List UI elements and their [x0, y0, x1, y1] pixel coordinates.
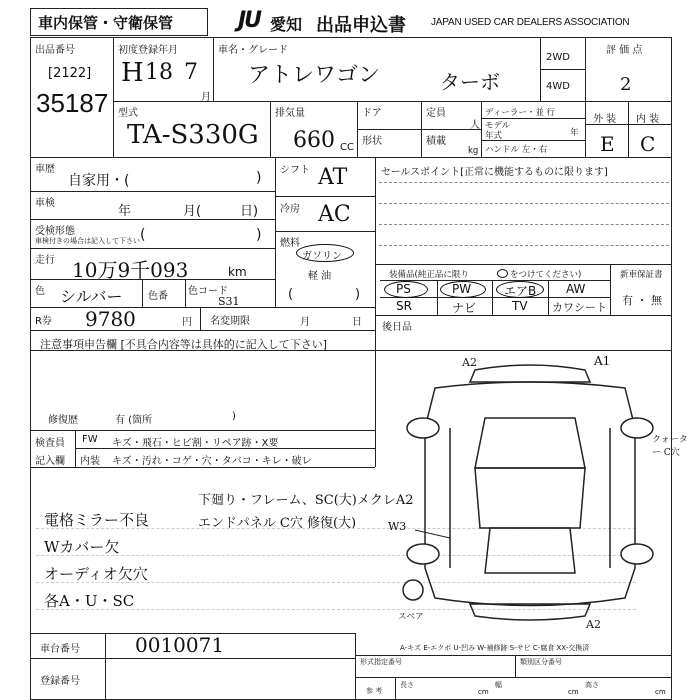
- chassis-label: 車台番号: [40, 644, 80, 655]
- displacement-unit: CC: [340, 142, 354, 153]
- equip-kawa-seat: カワシート: [552, 301, 607, 314]
- displacement-value: 660: [293, 128, 335, 153]
- repair-value: 有 (箇所: [115, 415, 153, 426]
- fuel-diesel: 軽 油: [308, 271, 332, 282]
- equip-pw: PW: [452, 282, 472, 296]
- length-unit: cm: [478, 688, 489, 696]
- recycle-value: 9780: [85, 307, 136, 331]
- exterior-value: E: [600, 132, 615, 156]
- remark-audio: オーディオ欠穴: [44, 565, 148, 583]
- color-code: S31: [218, 295, 240, 308]
- category-number-label: 類別区分番号: [520, 658, 562, 666]
- lot-bracket: [2122]: [48, 66, 92, 81]
- received-note: 車検付きの場合は記入して下さい: [35, 237, 140, 245]
- diagram-spare: スペア: [398, 612, 424, 622]
- color-code-label: 色コード: [188, 286, 228, 297]
- score-label: 評 価 点: [606, 45, 643, 56]
- mileage-label: 走行: [35, 255, 55, 266]
- ac-value: AC: [318, 202, 351, 227]
- interior-value: C: [640, 132, 656, 156]
- inspector-fw: FW: [82, 434, 98, 445]
- displacement-label: 排気量: [275, 108, 305, 119]
- cert-number-label: 形式指定番号: [360, 658, 402, 666]
- history-value: 自家用・(: [68, 173, 130, 189]
- width-unit: cm: [568, 688, 579, 696]
- shape-label: 形状: [362, 136, 382, 147]
- equip-sr: SR: [396, 299, 412, 313]
- new-guarantee-label: 新車保証書: [620, 270, 663, 280]
- inspection-day-unit: 日): [240, 204, 259, 219]
- model-name-label: 車名・グレード: [218, 45, 288, 56]
- nenshiki-label: 年式: [485, 131, 503, 141]
- inspector-interior: 内装: [80, 456, 100, 467]
- load-unit: kg: [468, 146, 479, 156]
- ac-label: 冷房: [280, 204, 300, 215]
- fuel-open: (: [288, 287, 294, 302]
- received-close: ): [256, 227, 262, 243]
- equipment-note-circle: [497, 269, 508, 278]
- ju-logo: JU: [238, 8, 261, 33]
- inspector-row1-items: キズ・飛石・ヒビ割・リペア跡・X要: [112, 438, 279, 449]
- drive-2wd: 2WD: [546, 52, 570, 63]
- color-value: シルバー: [60, 287, 123, 306]
- recycle-unit: 円: [182, 317, 192, 328]
- fuel-close: ): [355, 287, 361, 302]
- width-label: 幅: [495, 681, 502, 689]
- lot-number: 35187: [36, 88, 109, 118]
- inspection-month-unit: 月(: [183, 204, 202, 219]
- after-items-label: 後日品: [382, 322, 412, 333]
- capacity-unit: 人: [470, 120, 480, 131]
- diagram-a1-top: A1: [594, 354, 611, 368]
- equipment-note: をつけてください): [510, 270, 582, 280]
- registration-month-unit: 月: [201, 92, 211, 103]
- inspector-entry-label: 記入欄: [35, 456, 65, 467]
- load-label: 積載: [426, 136, 446, 147]
- reference-label: 参 考: [366, 687, 383, 695]
- lot-label: 出品番号: [35, 45, 75, 56]
- inspection-label: 車検: [35, 198, 55, 209]
- type-label: 型式: [118, 108, 138, 119]
- color-number-label: 色番: [148, 291, 168, 302]
- mileage-unit: km: [228, 265, 247, 279]
- equip-ps: PS: [396, 282, 411, 296]
- sales-point-label: セールスポイント[正常に機能するものに限ります]: [381, 167, 608, 178]
- shift-label: シフト: [280, 165, 310, 176]
- name-change-month: 月: [300, 317, 310, 328]
- year-unit: 年: [570, 128, 579, 138]
- repair-label: 修復歴: [48, 415, 78, 426]
- inspection-year-unit: 年: [118, 204, 132, 219]
- registration-era: H: [121, 58, 144, 88]
- storage-title: 車内保管・守衛保管: [38, 14, 174, 32]
- dealer-label: ディーラー・並 行: [485, 108, 556, 118]
- score-value: 2: [620, 74, 632, 95]
- length-label: 長さ: [400, 681, 414, 689]
- name-change-day: 日: [352, 317, 362, 328]
- equip-tv: TV: [512, 299, 528, 313]
- diagram-a2-top: A2: [462, 356, 477, 369]
- history-close: ): [256, 170, 262, 186]
- chassis-value: 0010071: [135, 633, 225, 657]
- remark-underbody: 下廻り・フレーム、SC(大)メクレA2: [198, 493, 414, 508]
- fuel-label: 燃料: [280, 238, 300, 249]
- model-grade: ターボ: [440, 70, 500, 94]
- guarantee-options: 有 ・ 無: [622, 294, 662, 307]
- height-unit: cm: [655, 688, 666, 696]
- exterior-label: 外 装: [593, 114, 617, 125]
- doc-title: 出品申込書: [316, 15, 406, 36]
- equip-navi: ナビ: [452, 301, 477, 315]
- equip-airbag: エアB: [504, 284, 537, 298]
- door-label: ドア: [362, 108, 382, 119]
- mileage-value: 10万9千093: [72, 258, 189, 282]
- notes-label: 注意事項申告欄 [不具合内容等は具体的に記入して下さい]: [40, 338, 328, 351]
- inspector-row2-items: キズ・汚れ・コゲ・穴・タバコ・キレ・破レ: [112, 456, 312, 467]
- diagram-legend: A-キズ E-エクボ U-凹み W-補修跡 S-サビ C-腐食 XX-交換済: [400, 644, 590, 652]
- type-value: TA-S330G: [127, 120, 259, 150]
- capacity-label: 定員: [426, 108, 446, 119]
- remark-wcover: Wカバー欠: [44, 538, 120, 556]
- remark-end-panel: エンドパネル C穴 修復(大): [198, 516, 357, 531]
- shift-value: AT: [318, 165, 348, 190]
- association-name: JAPAN USED CAR DEALERS ASSOCIATION: [431, 17, 630, 28]
- interior-label: 内 装: [636, 114, 660, 125]
- plate-label: 登録番号: [40, 676, 80, 687]
- height-label: 高さ: [585, 681, 599, 689]
- diagram-quarter: クォーター C穴: [652, 435, 688, 458]
- model-year-label: モデル: [485, 121, 511, 131]
- diagram-w3: W3: [388, 520, 407, 533]
- fuel-gasoline: ガソリン: [302, 251, 342, 262]
- recycle-label: R券: [35, 316, 52, 327]
- repair-close: ): [232, 411, 236, 422]
- handle-label: ハンドル 左・右: [485, 145, 548, 155]
- diagram-a2-bottom: A2: [586, 618, 601, 631]
- drive-4wd: 4WD: [546, 81, 570, 92]
- car-damage-diagram: [395, 358, 665, 628]
- color-label: 色: [35, 286, 45, 297]
- registration-month: 7: [184, 60, 198, 85]
- name-change-label: 名変期限: [210, 316, 250, 327]
- equipment-label: 装備品(純正品に限り: [389, 270, 469, 280]
- registration-year: 18: [145, 60, 173, 85]
- org-name: 愛知: [270, 15, 303, 34]
- received-label: 受検形態: [35, 226, 75, 237]
- model-name: アトレワゴン: [248, 63, 381, 88]
- remark-each: 各A・U・SC: [44, 592, 135, 610]
- received-open: (: [140, 227, 146, 243]
- history-label: 車歴: [35, 164, 55, 175]
- inspector-label: 検査員: [35, 438, 65, 449]
- registration-label: 初度登録年月: [118, 45, 178, 56]
- equip-aw: AW: [566, 282, 586, 296]
- remark-mirror: 電格ミラー不良: [44, 511, 150, 529]
